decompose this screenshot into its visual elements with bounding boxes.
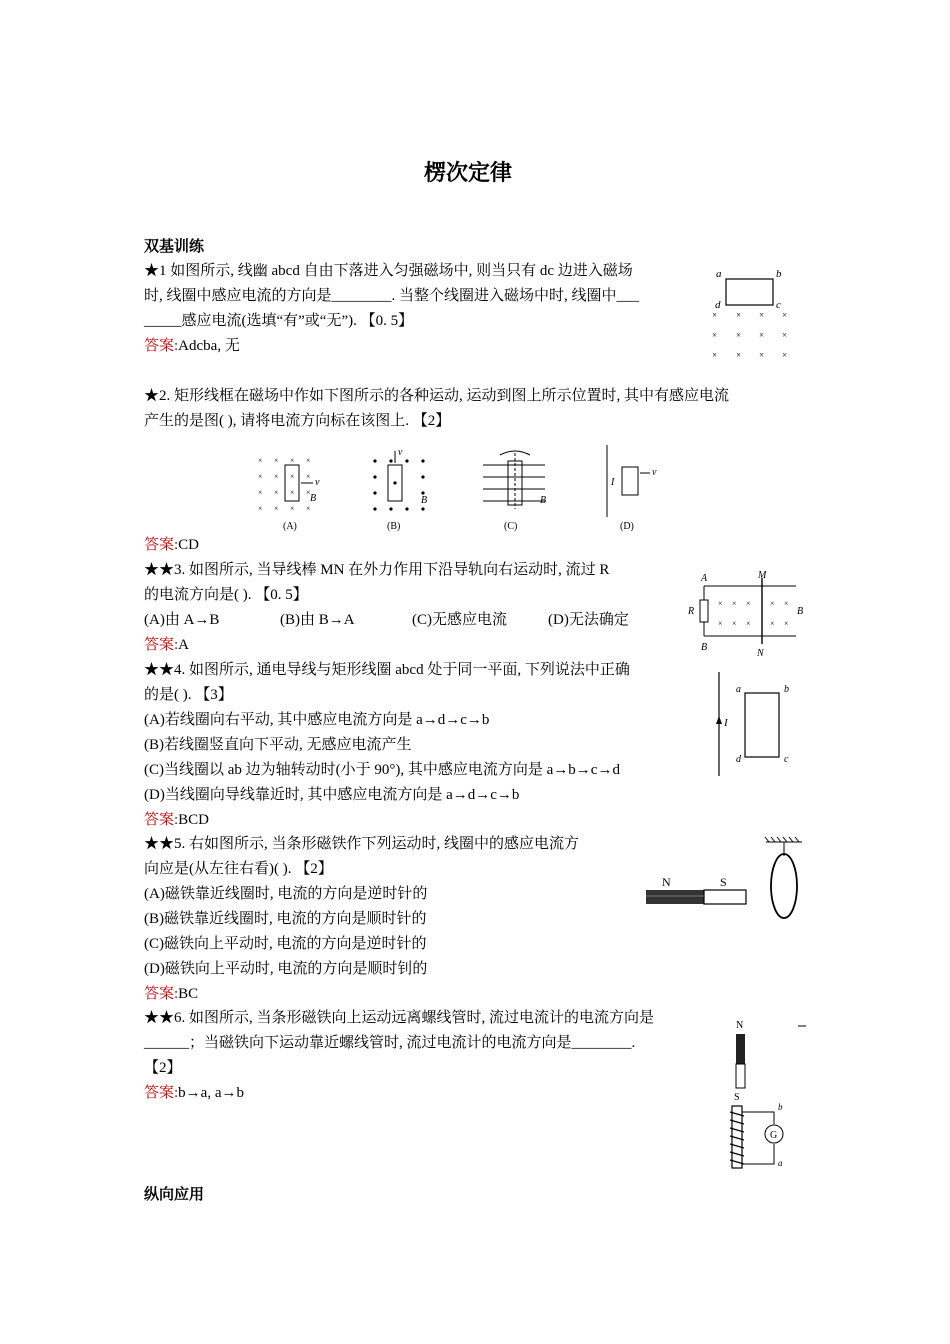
question-5: [144, 832, 579, 1007]
svg-text:B: B: [540, 495, 547, 506]
svg-text:d: d: [736, 754, 741, 765]
q1-label-b: b: [776, 268, 782, 280]
q2-answer: 答案:CD: [144, 537, 200, 553]
svg-text:×: ×: [736, 350, 742, 360]
svg-text:×: ×: [290, 488, 295, 497]
svg-text:M: M: [758, 570, 767, 581]
q2-figure-d: [607, 445, 657, 532]
svg-text:×: ×: [784, 599, 789, 608]
q4-line-2: 的是( ). 【3】: [144, 687, 233, 703]
svg-text:×: ×: [258, 456, 263, 465]
svg-text:a: a: [778, 1158, 783, 1168]
q5-answer: 答案:BC: [144, 986, 199, 1002]
svg-text:a: a: [736, 684, 741, 695]
q2-line-1: ★2. 矩形线框在磁场中作如下图所示的各种运动, 运动到图上所示位置时, 其中有感应电流: [144, 388, 730, 404]
question-3: [144, 558, 629, 658]
q1-figure: [706, 266, 802, 364]
q2-figure-a: [258, 456, 320, 532]
q6-line-1: ★★6. 如图所示, 当条形磁铁向上运动远离螺线管时, 流过电流计的电流方向是: [144, 1010, 655, 1026]
svg-text:b: b: [784, 684, 789, 695]
svg-text:R: R: [688, 606, 695, 617]
q4-option-a: (A)若线圈向右平动, 其中感应电流方向是 a→d→c→b: [144, 712, 490, 728]
svg-text:×: ×: [306, 472, 311, 481]
q2-caption-b: (B): [387, 521, 401, 532]
svg-text:×: ×: [782, 310, 788, 320]
q3-option-a: (A)由 A→B: [144, 612, 220, 628]
svg-text:×: ×: [306, 456, 311, 465]
q2-caption-a: (A): [283, 521, 297, 532]
page-title: 楞次定律: [424, 161, 513, 186]
svg-text:v: v: [652, 467, 657, 478]
q6-line-2: ______；当磁铁向下运动靠近螺线管时, 流过电流计的电流方向是________.: [144, 1035, 636, 1051]
q2-figure: [250, 443, 670, 535]
question-2: [144, 384, 729, 434]
q4-option-c: (C)当线圈以 ab 边为轴转动时(小于 90°), 其中感应电流方向是 a→b→c→d: [144, 762, 620, 778]
q2-figure-c: [483, 451, 546, 532]
svg-text:×: ×: [782, 350, 788, 360]
svg-text:×: ×: [290, 504, 295, 513]
svg-text:B: B: [421, 495, 428, 506]
svg-text:×: ×: [759, 350, 765, 360]
svg-text:×: ×: [782, 330, 788, 340]
svg-text:G: G: [770, 1130, 778, 1141]
svg-text:A: A: [701, 573, 708, 584]
svg-text:×: ×: [718, 619, 723, 628]
q5-figure: [640, 836, 810, 926]
q2-caption-d: (D): [620, 521, 634, 532]
svg-text:×: ×: [732, 619, 737, 628]
svg-text:×: ×: [736, 310, 742, 320]
svg-text:×: ×: [290, 456, 295, 465]
svg-text:×: ×: [258, 488, 263, 497]
svg-text:×: ×: [274, 488, 279, 497]
svg-text:×: ×: [258, 472, 263, 481]
svg-text:×: ×: [718, 599, 723, 608]
svg-text:×: ×: [770, 599, 775, 608]
svg-text:B: B: [701, 642, 708, 653]
svg-text:N: N: [736, 1020, 744, 1031]
svg-text:×: ×: [306, 504, 311, 513]
question-4: [144, 658, 630, 833]
q1-label-d: d: [715, 299, 721, 311]
svg-text:×: ×: [759, 310, 765, 320]
svg-text:×: ×: [274, 472, 279, 481]
svg-text:B: B: [797, 606, 804, 617]
q2-caption-c: (C): [504, 521, 518, 532]
q6-answer: 答案:b→a, a→b: [144, 1085, 244, 1101]
svg-text:B: B: [310, 493, 317, 504]
q1-line-1: ★1 如图所示, 线幽 abcd 自由下落进入匀强磁场中, 则当只有 dc 边进入磁场: [144, 263, 633, 279]
svg-text:×: ×: [746, 599, 751, 608]
svg-text:×: ×: [746, 619, 751, 628]
section-heading-application: 纵向应用: [144, 1185, 205, 1203]
svg-text:N: N: [757, 648, 764, 659]
q5-option-c: (C)磁铁向上平动时, 电流的方向是逆时针的: [144, 936, 427, 952]
q3-option-b: (B)由 B→A: [280, 612, 355, 628]
svg-text:×: ×: [736, 330, 742, 340]
svg-text:I: I: [611, 477, 615, 488]
svg-text:×: ×: [712, 330, 718, 340]
q5-option-a: (A)磁铁靠近线圈时, 电流的方向是逆时针的: [144, 886, 428, 902]
q4-line-1: ★★4. 如图所示, 通电导线与矩形线圈 abcd 处于同一平面, 下列说法中正确: [144, 662, 630, 678]
q3-option-c: (C)无感应电流: [412, 612, 507, 628]
q4-option-d: (D)当线圈向导线靠近时, 其中感应电流方向是 a→d→c→b: [144, 787, 520, 803]
svg-text:×: ×: [784, 619, 789, 628]
q5-line-2: 向应是(从左往右看)( ). 【2】: [144, 861, 333, 877]
svg-text:×: ×: [770, 619, 775, 628]
q1-label-a: a: [716, 268, 722, 280]
svg-text:×: ×: [759, 330, 765, 340]
question-6: [144, 1006, 654, 1106]
svg-text:v: v: [398, 447, 403, 458]
q3-line-1: ★★3. 如图所示, 当导线棒 MN 在外力作用下沿导轨向右运动时, 流过 R: [144, 562, 610, 578]
q4-answer: 答案:BCD: [144, 812, 210, 828]
q1-label-c: c: [776, 299, 781, 311]
svg-text:×: ×: [274, 456, 279, 465]
q2-figure-b: [373, 447, 427, 532]
q3-figure: [684, 566, 808, 660]
svg-text:×: ×: [274, 504, 279, 513]
q5-line-1: ★★5. 右如图所示, 当条形磁铁作下列运动时, 线圈中的感应电流方: [144, 836, 580, 852]
svg-text:v: v: [315, 477, 320, 488]
section-heading-basic: 双基训练: [144, 237, 205, 255]
q1-line-2: 时, 线圈中感应电流的方向是________. 当整个线圈进入磁场中时, 线圈中___: [144, 288, 640, 304]
svg-text:×: ×: [712, 310, 718, 320]
svg-text:S: S: [720, 875, 727, 889]
q1-line-3: _____感应电流(选填“有”或“无”). 【0. 5】: [144, 313, 414, 329]
q2-line-2: 产生的是图( ), 请将电流方向标在该图上. 【2】: [144, 413, 451, 429]
q6-line-3: 【2】: [144, 1060, 182, 1076]
q6-figure: [724, 1014, 814, 1174]
svg-text:×: ×: [712, 350, 718, 360]
svg-text:S: S: [734, 1092, 740, 1103]
question-1: [144, 259, 639, 359]
svg-text:×: ×: [290, 472, 295, 481]
svg-text:×: ×: [258, 504, 263, 513]
svg-text:N: N: [662, 875, 671, 889]
q3-line-2: 的电流方向是( ). 【0. 5】: [144, 587, 308, 603]
q3-options: [144, 608, 629, 633]
svg-text:c: c: [784, 754, 789, 765]
svg-text:×: ×: [306, 488, 311, 497]
q5-option-b: (B)磁铁靠近线圈时, 电流的方向是顺时针的: [144, 911, 427, 927]
svg-text:×: ×: [732, 599, 737, 608]
q3-answer: 答案:A: [144, 637, 190, 653]
q1-answer: 答案:Adcba, 无: [144, 338, 240, 354]
svg-text:I: I: [724, 717, 728, 729]
svg-text:b: b: [778, 1102, 783, 1112]
q4-figure: [700, 668, 804, 780]
q5-option-d: (D)磁铁向上平动时, 电流的方向是顺时钊的: [144, 961, 428, 977]
q3-option-d: (D)无法确定: [548, 612, 629, 628]
q4-option-b: (B)若线圈竖直向下平动, 无感应电流产生: [144, 737, 412, 753]
